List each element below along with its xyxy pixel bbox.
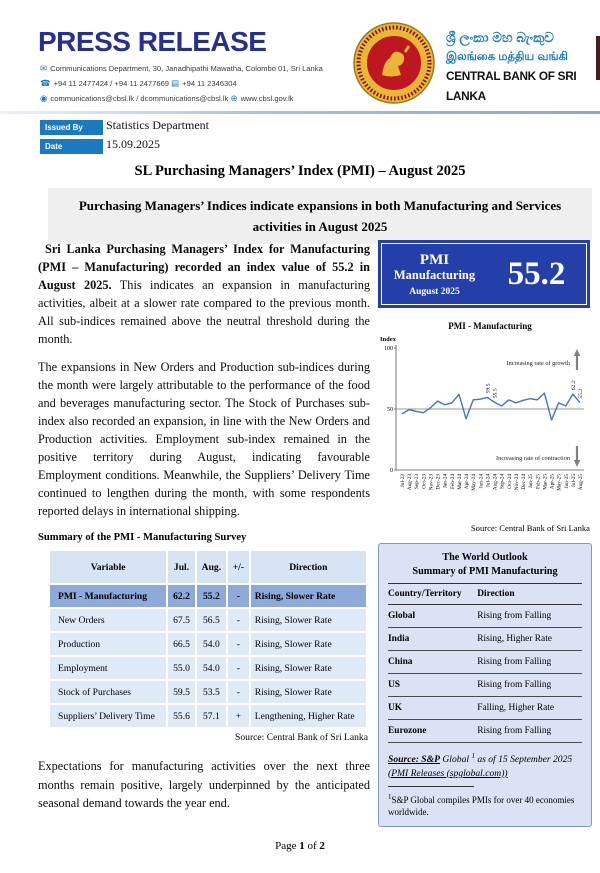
document-title: SL Purchasing Managers’ Index (PMI) – August 2025 [134, 163, 466, 179]
summary-table-row [50, 681, 366, 703]
paragraph-1-lead: Sri Lanka Purchasing Managers’ Index for Manufacturing (PMI – Manufacturing) recorded an index value of 55.2 in August 2025. [38, 242, 370, 293]
svg-text:55.5: 55.5 [492, 388, 499, 399]
contact-block [40, 61, 323, 106]
world-outlook-title-line2: Summary of PMI Manufacturing [412, 565, 558, 577]
outlook-row [388, 605, 582, 628]
world-outlook-footnote: $^1$S&P Global compiles PMIs for over 40 economies worldwide. [388, 793, 575, 818]
summary-table-header-row [50, 551, 366, 583]
address-line: ✉ Communications Department, 30, Janadhipathi Mawatha, Colombo 01, Sri Lanka [40, 63, 323, 73]
press-release-title: PRESS RELEASE [38, 26, 267, 57]
paragraph-1-rest: This indicates an expansion in manufacturing activities, albeit at a slower rate compared to the previous month. All sub-indices remained above the neutral threshold during the month. [38, 278, 370, 347]
outlook-direction-cell: Rising from Falling [477, 605, 582, 628]
svg-text:May-24: May-24 [471, 474, 478, 491]
footnote-rule [388, 786, 474, 787]
summary-table-cell: Rising, Slower Rate [251, 609, 366, 631]
svg-text:50: 50 [387, 407, 393, 413]
summary-table-cell: + [228, 705, 249, 727]
summary-table-cell: Rising, Slower Rate [251, 585, 366, 607]
svg-text:Dec-23: Dec-23 [435, 474, 442, 490]
outlook-country-cell: UK [388, 697, 477, 720]
svg-text:Increasing rate of growth: Increasing rate of growth [506, 360, 570, 367]
svg-text:May-25: May-25 [556, 474, 563, 491]
summary-column-header: Aug. [197, 551, 226, 583]
pmi-label: PMI [419, 251, 450, 268]
scan-edge-artifact [596, 36, 600, 80]
summary-table-row [50, 657, 366, 679]
world-outlook-source: Source: S&P Global $^1$ as of 15 September 2025 (PMI Releases (spglobal.com)) [388, 752, 573, 779]
outlook-row [388, 674, 582, 697]
outlook-source-link[interactable]: (PMI Releases (spglobal.com)) [388, 767, 508, 779]
pmi-headline-box [378, 240, 590, 308]
svg-text:Sep-23: Sep-23 [414, 474, 421, 490]
svg-text:Jun-24: Jun-24 [478, 474, 485, 489]
svg-text:Jan-25: Jan-25 [528, 474, 535, 489]
outlook-direction-cell: Rising, Higher Rate [477, 628, 582, 651]
summary-table-row [50, 705, 366, 727]
outlook-direction-cell: Falling, Higher Rate [477, 697, 582, 720]
paragraph-2: The expansions in New Orders and Production sub-indices during the month were largely attributable to the performance of the food and beverages manufacturing sector. The Stock of Purchases sub-index also recorded an expansion, in line with the New Orders and Production activities. Employment sub-index remained in the positive territory during August, indicating favourable Employment conditions. Meanwhile, the Suppliers’ Delivery Time continued to lengthen during the month, with some respondents reported delays in international shipping. [38, 359, 370, 519]
summary-column-header: Jul. [168, 551, 194, 583]
summary-table [48, 549, 368, 729]
fax-icon: ▤ [171, 78, 180, 88]
summary-table-cell: - [228, 657, 249, 679]
summary-table-cell: Employment [50, 657, 166, 679]
bank-name-tamil: இலங்கை மத்திய வங்கி [446, 51, 568, 63]
svg-text:Nov-24: Nov-24 [513, 474, 520, 491]
svg-text:Dec-24: Dec-24 [521, 474, 528, 490]
right-column [378, 240, 592, 827]
summary-table-cell: Rising, Slower Rate [251, 657, 366, 679]
outlook-country-cell: China [388, 651, 477, 674]
summary-table-cell: 66.5 [168, 633, 194, 655]
outlook-column-header: Direction [477, 584, 582, 605]
chart-source: Source: Central Bank of Sri Lanka [470, 523, 590, 533]
svg-text:Oct-23: Oct-23 [421, 474, 428, 489]
summary-table-cell: 54.0 [197, 657, 226, 679]
summary-column-header: Variable [50, 551, 166, 583]
summary-table-cell: Rising, Slower Rate [251, 633, 366, 655]
svg-text:Nov-23: Nov-23 [428, 474, 435, 491]
world-outlook-title-line1: The World Outlook [442, 552, 528, 563]
outlook-row [388, 628, 582, 651]
pmi-headline-inner [381, 243, 587, 305]
svg-text:Aug-25: Aug-25 [578, 474, 584, 491]
outlook-header-row [388, 584, 582, 605]
svg-text:Jul-24: Jul-24 [485, 474, 492, 488]
summary-column-header: Direction [251, 551, 366, 583]
phone-line: ☎ +94 11 2477424 / +94 11 2477669 ▤ +94 11 2346304 [40, 78, 237, 88]
svg-text:Jan-24: Jan-24 [442, 474, 449, 489]
outlook-direction-cell: Rising from Falling [477, 651, 582, 674]
outlook-direction-cell: Rising from Falling [477, 674, 582, 697]
page-number: Page 1 of 2 [275, 840, 325, 852]
bank-name-english: CENTRAL BANK OF SRI LANKA [446, 69, 577, 103]
svg-text:Feb-24: Feb-24 [449, 474, 456, 490]
paragraph-1 [38, 240, 370, 349]
outlook-source-label: Source: S&P [388, 754, 440, 766]
envelope-icon: ✉ [40, 63, 48, 73]
svg-text:Sep-24: Sep-24 [499, 474, 506, 490]
svg-text:Feb-25: Feb-25 [535, 474, 542, 490]
summary-column-header: +/- [228, 551, 249, 583]
central-bank-logo [352, 21, 436, 105]
bank-names [446, 28, 596, 106]
summary-table-row [50, 609, 366, 631]
svg-text:55.2: 55.2 [578, 388, 584, 399]
email-line: ◉ communications@cbsl.lk / dcommunications@cbsl.lk ⊕ www.cbsl.gov.lk [40, 93, 294, 103]
summary-table-cell: Lengthening, Higher Rate [251, 705, 366, 727]
summary-table-cell: PMI - Manufacturing [50, 585, 166, 607]
summary-table-cell: - [228, 585, 249, 607]
svg-text:59.5: 59.5 [485, 383, 492, 394]
left-column [38, 240, 370, 812]
svg-text:Aug-24: Aug-24 [492, 474, 499, 491]
svg-text:62.2: 62.2 [570, 380, 577, 391]
summary-table-cell: - [228, 633, 249, 655]
outlook-row [388, 720, 582, 743]
outlook-direction-cell: Rising from Falling [477, 720, 582, 743]
svg-text:Jun-25: Jun-25 [563, 474, 570, 489]
svg-text:0: 0 [390, 468, 393, 474]
svg-text:100: 100 [384, 346, 393, 352]
svg-text:Aug-23: Aug-23 [407, 474, 414, 491]
summary-table-cell: New Orders [50, 609, 166, 631]
document-subtitle: Purchasing Managers’ Indices indicate expansions in both Manufacturing and Services activities in August 2025 [48, 188, 592, 244]
summary-table-cell: - [228, 609, 249, 631]
summary-table-row [50, 633, 366, 655]
summary-table-cell: 54.0 [197, 633, 226, 655]
paragraph-3: Expectations for manufacturing activities over the next three months remain positive, largely underpinned by the anticipated seasonal demand towards the year end. [38, 759, 370, 810]
summary-table-source: Source: Central Bank of Sri Lanka [235, 732, 368, 744]
summary-table-cell: 53.5 [197, 681, 226, 703]
summary-table-cell: Suppliers’ Delivery Time [50, 705, 166, 727]
summary-table-cell: 55.0 [168, 657, 194, 679]
svg-text:Mar-24: Mar-24 [456, 474, 463, 490]
svg-text:Apr-25: Apr-25 [549, 474, 556, 490]
summary-table-cell: 67.5 [168, 609, 194, 631]
outlook-country-cell: Global [388, 605, 477, 628]
svg-text:Oct-24: Oct-24 [506, 474, 513, 489]
date-value: 15.09.2025 [106, 137, 160, 151]
date-badge: Date [40, 139, 103, 154]
summary-table-cell: Rising, Slower Rate [251, 681, 366, 703]
pmi-headline-labels [382, 252, 487, 297]
summary-table-row [50, 585, 366, 607]
summary-table-cell: 57.1 [197, 705, 226, 727]
outlook-column-header: Country/Territory [388, 584, 477, 605]
pmi-value: 55.2 [507, 255, 566, 292]
summary-table-cell: 56.5 [197, 609, 226, 631]
svg-text:Mar-25: Mar-25 [542, 474, 549, 490]
world-outlook-table [388, 583, 582, 743]
email-icon: ◉ [40, 93, 48, 103]
svg-text:Increasing rate of contraction: Increasing rate of contraction [496, 455, 570, 462]
summary-table-heading: Summary of the PMI - Manufacturing Survey [38, 532, 247, 544]
globe-icon: ⊕ [230, 93, 238, 103]
summary-table-cell: 55.6 [168, 705, 194, 727]
summary-table-cell: 62.2 [168, 585, 194, 607]
outlook-country-cell: India [388, 628, 477, 651]
pmi-manufacturing-chart [378, 320, 592, 533]
outlook-row [388, 697, 582, 720]
summary-table-cell: - [228, 681, 249, 703]
outlook-country-cell: US [388, 674, 477, 697]
summary-table-cell: 59.5 [168, 681, 194, 703]
svg-text:Apr-24: Apr-24 [464, 474, 471, 490]
world-outlook-box [378, 543, 592, 827]
issued-by-badge: Issued By [40, 120, 103, 135]
svg-text:Jul-23: Jul-23 [400, 474, 406, 488]
summary-table-cell: Stock of Purchases [50, 681, 166, 703]
summary-table-cell: 55.2 [197, 585, 226, 607]
outlook-country-cell: Eurozone [388, 720, 477, 743]
phone-icon: ☎ [40, 78, 51, 88]
header-divider [0, 111, 600, 114]
svg-text:Jul-25: Jul-25 [570, 474, 577, 488]
svg-text:PMI - Manufacturing: PMI - Manufacturing [448, 321, 532, 331]
summary-table-cell: Production [50, 633, 166, 655]
pmi-sector-label: Manufacturing [393, 267, 476, 282]
issued-by-value: Statistics Department [106, 118, 209, 132]
outlook-row [388, 651, 582, 674]
bank-name-sinhala: ශ්‍රී ලංකා මහ බැංකුව [446, 30, 554, 45]
svg-text:Index: Index [380, 336, 396, 343]
pmi-month-label: August 2025 [409, 286, 460, 297]
